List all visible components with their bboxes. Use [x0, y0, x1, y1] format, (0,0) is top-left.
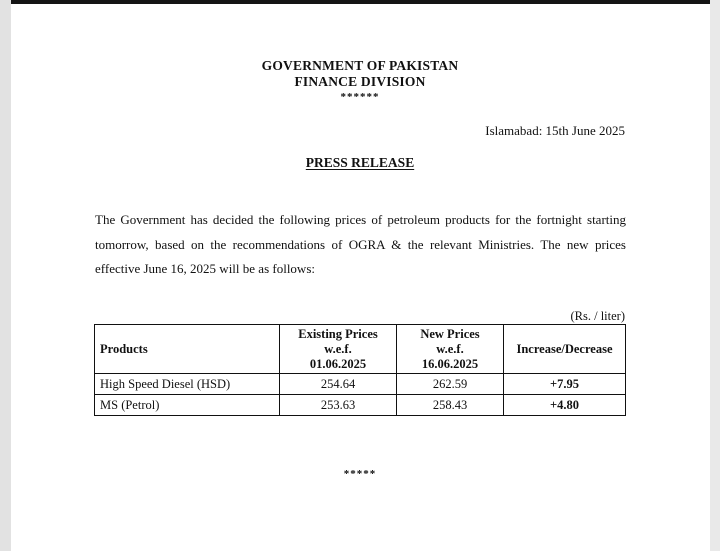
cell-change: +7.95: [504, 374, 626, 395]
header-products: Products: [95, 325, 280, 374]
price-table: [94, 324, 626, 416]
unit-note: (Rs. / liter): [570, 309, 625, 323]
cell-existing-price: 254.64: [280, 374, 397, 395]
body-paragraph: The Government has decided the following prices of petroleum products for the fortnight starting tomorrow, based on the recommendations of OGRA & the relevant Ministries. The new prices effective June 16, 2025 will be as follows:: [95, 212, 626, 276]
press-release-title-text: PRESS RELEASE: [305, 155, 415, 170]
table-row: [95, 374, 626, 395]
cell-existing-price: 253.63: [280, 395, 397, 416]
cell-product: High Speed Diesel (HSD): [95, 374, 280, 395]
header-new-line3: 16.06.2025: [421, 356, 479, 371]
header-existing-line1: Existing Prices: [298, 326, 378, 341]
header-new-line1: New Prices: [420, 326, 480, 341]
cell-change: +4.80: [504, 395, 626, 416]
cell-new-price: 262.59: [397, 374, 504, 395]
header-existing-line3: 01.06.2025: [309, 356, 367, 371]
cell-product: MS (Petrol): [95, 395, 280, 416]
header-government: GOVERNMENT OF PAKISTAN: [261, 58, 459, 73]
table-header-row: [95, 325, 626, 374]
header-division: FINANCE DIVISION: [294, 74, 426, 89]
header-increase-decrease: Increase/Decrease: [504, 325, 626, 374]
header-existing-line2: w.e.f.: [324, 341, 352, 356]
table-row: [95, 395, 626, 416]
cell-new-price: 258.43: [397, 395, 504, 416]
header-stars: ******: [340, 91, 380, 103]
header-new-prices: [397, 325, 504, 374]
header-existing-prices: [280, 325, 397, 374]
footer-stars: *****: [343, 468, 377, 480]
dateline: Islamabad: 15th June 2025: [485, 123, 625, 138]
header-new-line2: w.e.f.: [436, 341, 464, 356]
press-release-title: [0, 155, 720, 171]
